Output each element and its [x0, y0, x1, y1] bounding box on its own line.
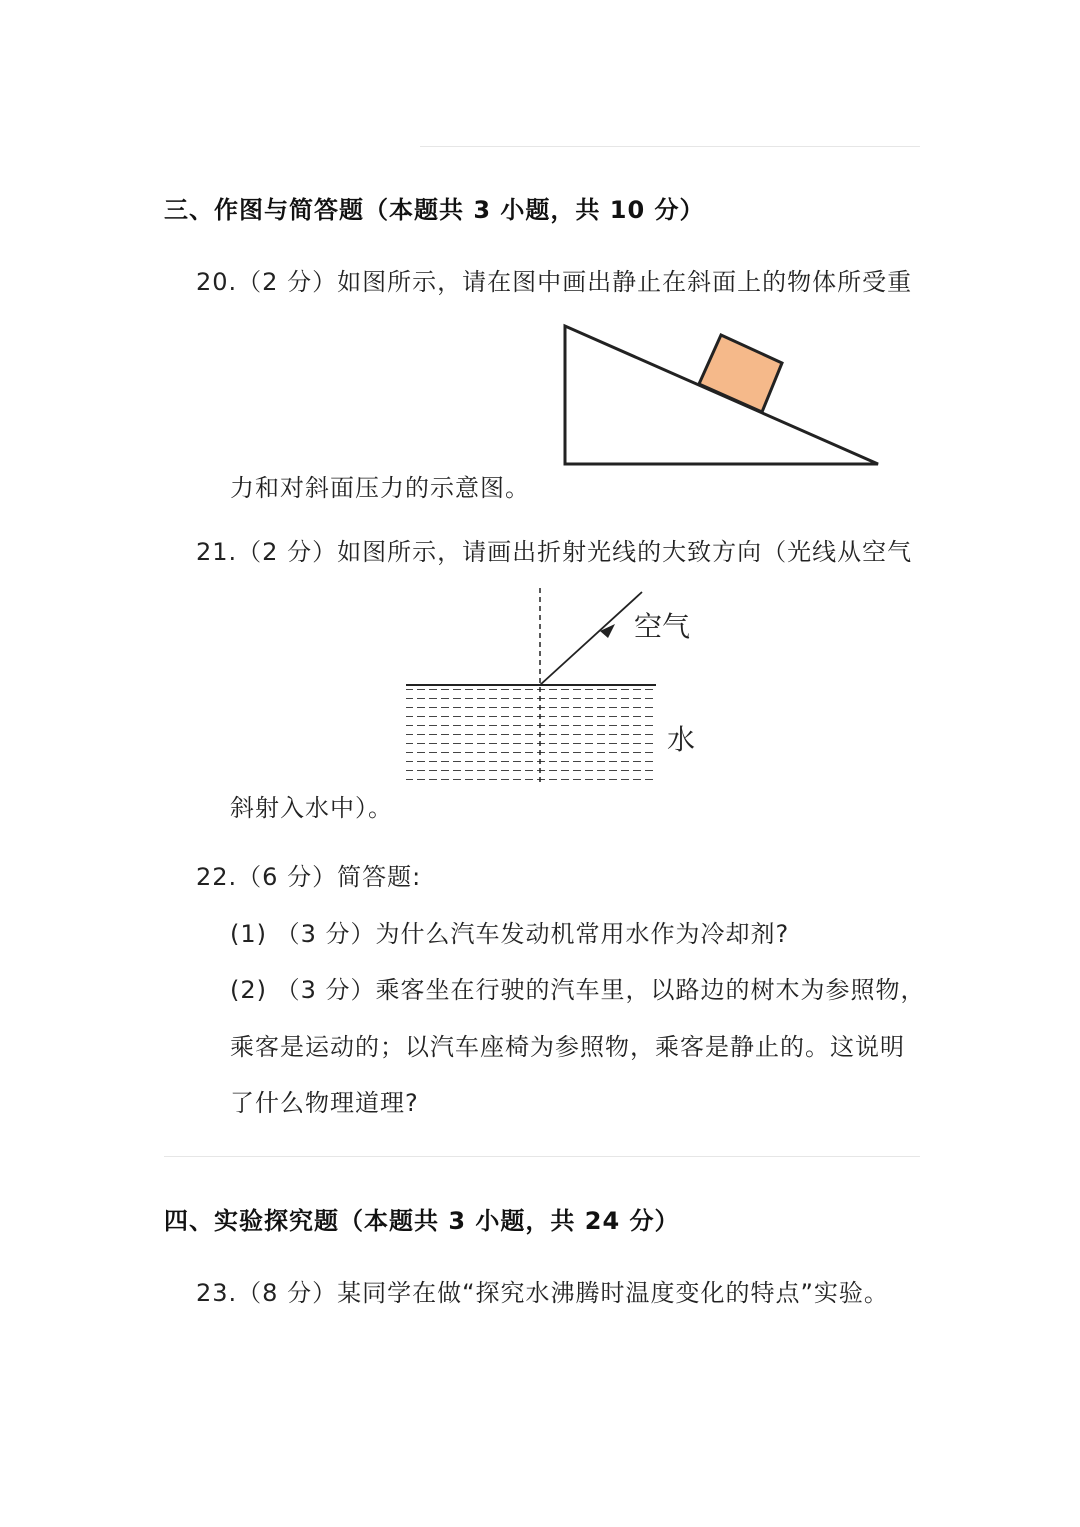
q21-text-line2: 斜射入水中）。 — [230, 794, 393, 822]
q20-text-line2: 力和对斜面压力的示意图。 — [230, 474, 530, 502]
q22-sub2-line1: (2) （3 分）乘客坐在行驶的汽车里，以路边的树木为参照物， — [230, 976, 926, 1004]
q22-sub2-line2: 乘客是运动的；以汽车座椅为参照物，乘客是静止的。这说明 — [230, 1033, 905, 1061]
section-4-heading: 四、实验探究题（本题共 3 小题，共 24 分） — [164, 1207, 680, 1235]
block-on-incline — [699, 335, 782, 412]
incline-diagram — [558, 320, 888, 470]
q21-text-line1: 21.（2 分）如图所示，请画出折射光线的大致方向（光线从空气 — [196, 538, 913, 566]
section-3-heading: 三、作图与简答题（本题共 3 小题，共 10 分） — [164, 196, 705, 224]
refraction-diagram — [404, 586, 714, 796]
incident-ray — [540, 592, 642, 685]
water-region — [406, 685, 656, 785]
q22-text-line1: 22.（6 分）简答题: — [196, 863, 422, 891]
section-divider — [164, 1156, 920, 1157]
top-divider — [420, 146, 920, 147]
label-air: 空气 — [634, 610, 691, 643]
q23-text-line1: 23.（8 分）某同学在做“探究水沸腾时温度变化的特点”实验。 — [196, 1279, 889, 1307]
incident-ray-arrow-icon — [600, 624, 615, 638]
label-water: 水 — [667, 723, 696, 756]
q20-text-line1: 20.（2 分）如图所示，请在图中画出静止在斜面上的物体所受重 — [196, 268, 913, 296]
q22-sub1: (1) （3 分）为什么汽车发动机常用水作为冷却剂? — [230, 920, 790, 948]
q22-sub2-line3: 了什么物理道理? — [230, 1089, 419, 1117]
